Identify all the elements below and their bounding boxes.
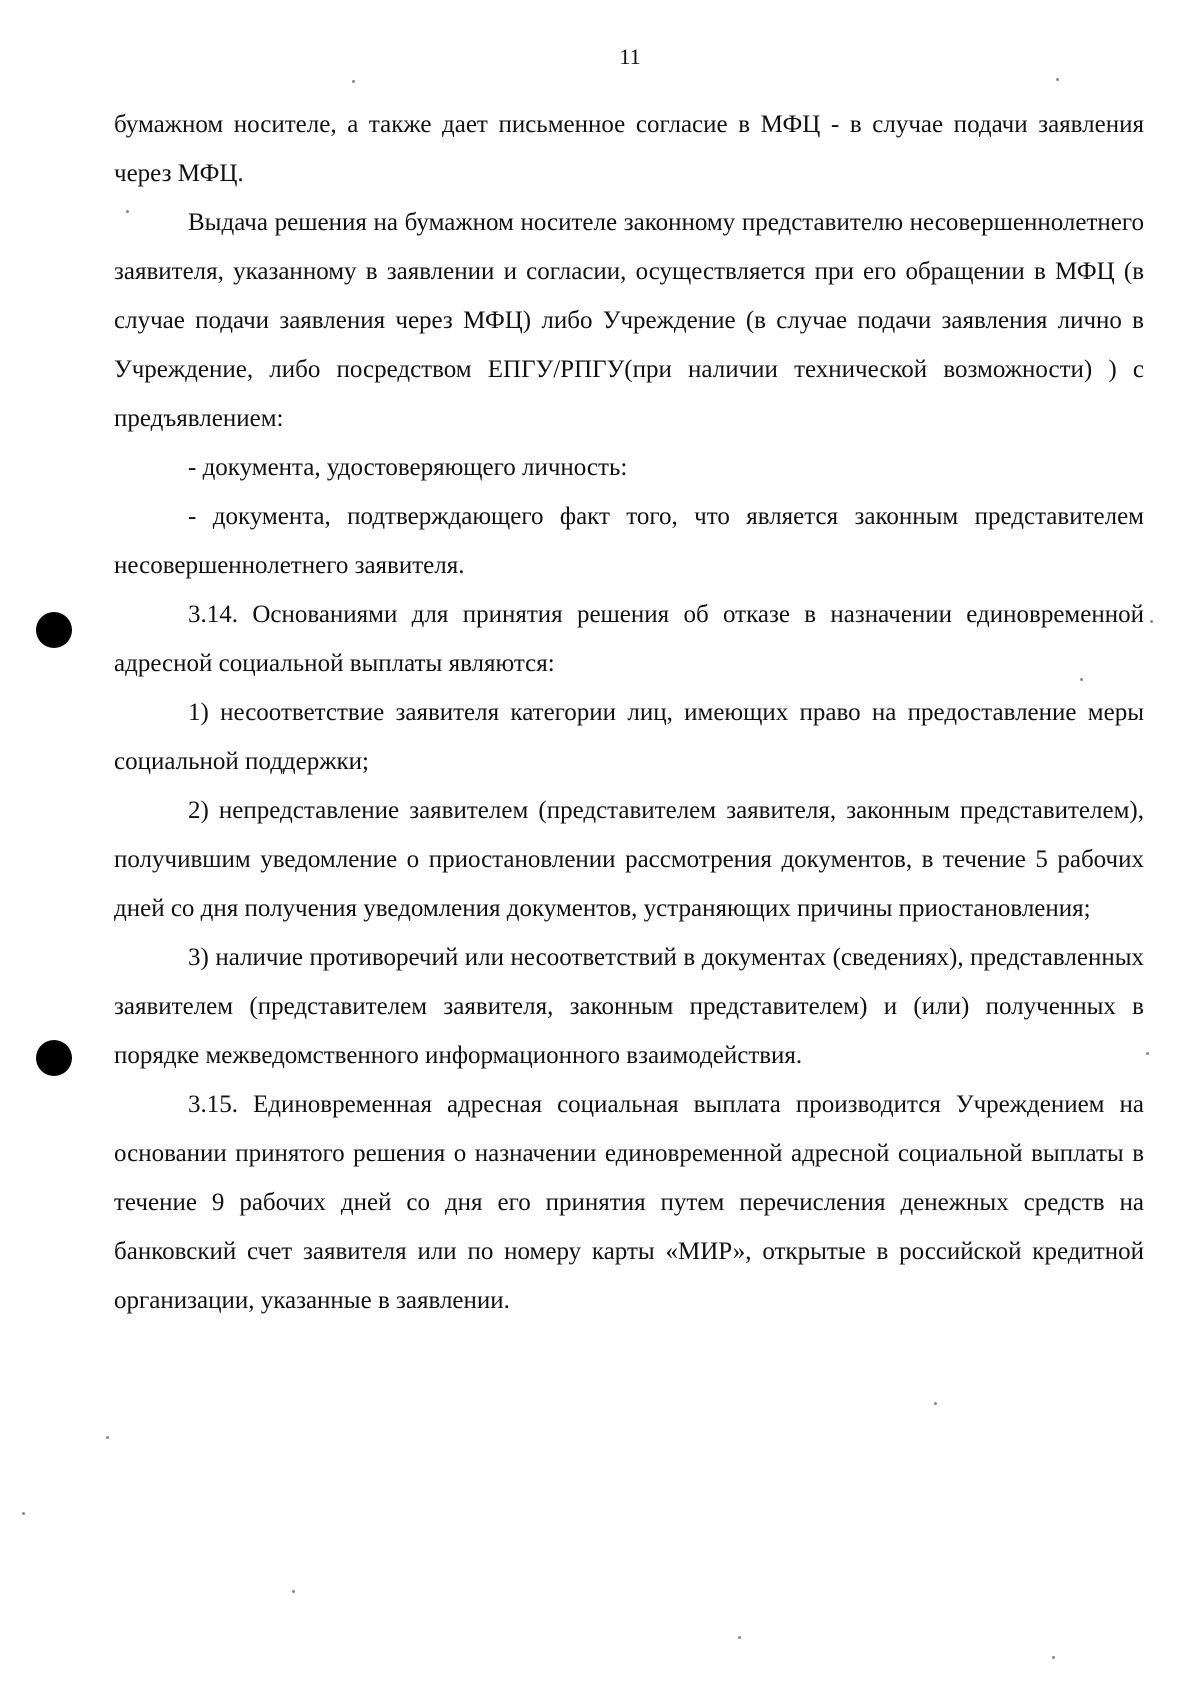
- scan-speck: [934, 1402, 937, 1405]
- scan-speck: [1056, 78, 1059, 81]
- section-3-15: 3.15. Единовременная адресная социальная выплата производится Учреждением на основании принятого решения о назначении единовременной адресной социальной выплаты в течение 9 рабочих дней со дня его принятия путем перечисления денежных средств на банковский счет заявителя или по номеру карты «МИР», открытые в российской кредитной организации, указанные в заявлении.: [114, 1091, 1144, 1314]
- scan-speck: [738, 1636, 741, 1639]
- hole-punch-mark-top: [36, 612, 72, 648]
- scan-speck: [1052, 1656, 1055, 1659]
- scan-speck: [22, 1512, 25, 1515]
- list-item-representative-document: - документа, подтверждающего факт того, что является законным представителем несовершеннолетнего заявителя.: [114, 503, 1144, 579]
- refusal-ground-2: 2) непредставление заявителем (представителем заявителя, законным представителем), получившим уведомление о приостановлении рассмотрения документов, в течение 5 рабочих дней со дня получения уведомления документов, устраняющих причины приостановления;: [114, 797, 1144, 922]
- paragraph-continuation: бумажном носителе, а также дает письменное согласие в МФЦ - в случае подачи заявления через МФЦ.: [114, 111, 1144, 187]
- refusal-ground-3: 3) наличие противоречий или несоответствий в документах (сведениях), представленных заявителем (представителем заявителя, законным представителем) и (или) полученных в порядке межведомственного информационного взаимодействия.: [114, 944, 1144, 1069]
- scan-speck: [352, 80, 355, 83]
- scan-speck: [106, 1436, 109, 1439]
- document-body: [114, 100, 1144, 1325]
- scan-speck: [292, 1590, 295, 1593]
- paragraph-issuance: Выдача решения на бумажном носителе законному представителю несовершеннолетнего заявителя, указанному в заявлении и согласии, осуществляется при его обращении в МФЦ (в случае подачи заявления через МФЦ) либо Учреждение (в случае подачи заявления лично в Учреждение, либо посредством ЕПГУ/РПГУ(при наличии технической возможности) ) с предъявлением:: [114, 209, 1144, 432]
- list-item-identity-document: - документа, удостоверяющего личность:: [188, 454, 628, 481]
- page-number: 11: [619, 44, 641, 69]
- section-3-14: 3.14. Основаниями для принятия решения об отказе в назначении единовременной адресной социальной выплаты являются:: [114, 601, 1144, 677]
- scan-speck: [1146, 1052, 1149, 1055]
- hole-punch-mark-bottom: [36, 1040, 72, 1076]
- refusal-ground-1: 1) несоответствие заявителя категории лиц, имеющих право на предоставление меры социальной поддержки;: [114, 699, 1144, 775]
- scan-speck: [1150, 620, 1153, 623]
